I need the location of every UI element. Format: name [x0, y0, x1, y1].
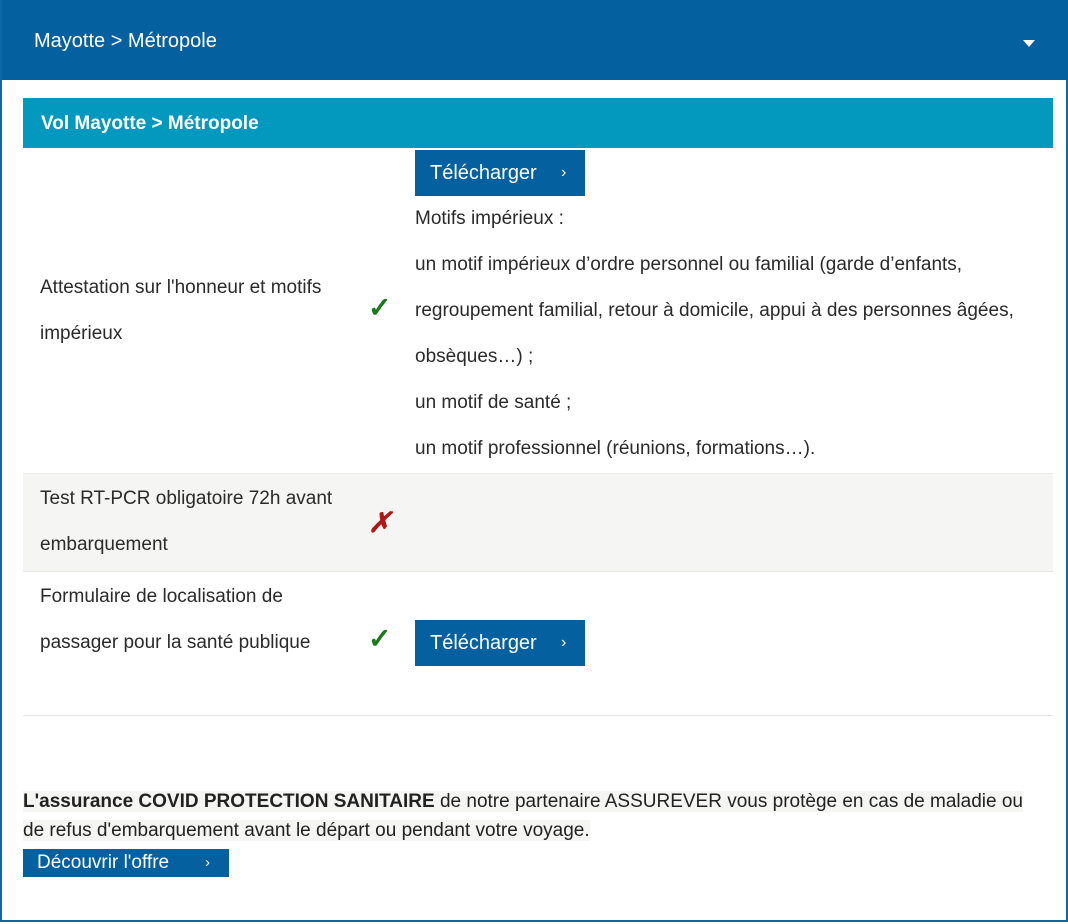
motif-item: un motif impérieux d’ordre personnel ou familial (garde d’enfants, regroupement familial, retour à domicile, appui à des personnes âgées, obsèques…) ; [415, 254, 1014, 367]
chevron-right-icon: › [561, 164, 567, 181]
download-button[interactable] [415, 150, 585, 196]
check-icon: ✓ [368, 292, 392, 323]
promo-bold: L'assurance COVID PROTECTION SANITAIRE [23, 791, 435, 812]
discover-offer-button[interactable] [23, 849, 229, 877]
offer-button-label: Découvrir l'offre [37, 852, 170, 873]
promo-body: de notre partenaire ASSUREVER vous protège en cas de maladie ou de refus d'embarquement avant le départ ou pendant votre voyage. [23, 791, 1023, 841]
row-label: Attestation sur l'honneur et motifs impérieux [40, 277, 322, 344]
motif-item: un motif de santé ; [415, 392, 572, 413]
cross-icon: ✗ [368, 507, 392, 538]
row-label: Formulaire de localisation de passager pour la santé publique [40, 586, 311, 653]
caret-down-icon[interactable] [1023, 40, 1035, 47]
table-row [23, 473, 1053, 572]
download-button[interactable] [415, 620, 585, 666]
insurance-promo [23, 787, 1033, 845]
promo-text [23, 791, 1023, 841]
accordion-header[interactable] [2, 0, 1068, 80]
motifs-heading: Motifs impérieux : [415, 208, 564, 229]
motif-item: un motif professionnel (réunions, formations…). [415, 438, 816, 459]
row-label: Test RT-PCR obligatoire 72h avant embarquement [40, 488, 333, 555]
download-button-label: Télécharger [430, 162, 537, 184]
accordion-title: Mayotte > Métropole [34, 30, 217, 52]
chevron-right-icon: › [561, 634, 567, 651]
check-icon: ✓ [368, 623, 392, 654]
section-title-bar [23, 98, 1053, 148]
motifs-list [415, 196, 1055, 472]
download-button-label: Télécharger [430, 632, 537, 654]
section-title: Vol Mayotte > Métropole [41, 113, 259, 134]
table-row [23, 571, 1053, 716]
chevron-right-icon: › [205, 854, 210, 871]
table-row [23, 148, 1053, 473]
